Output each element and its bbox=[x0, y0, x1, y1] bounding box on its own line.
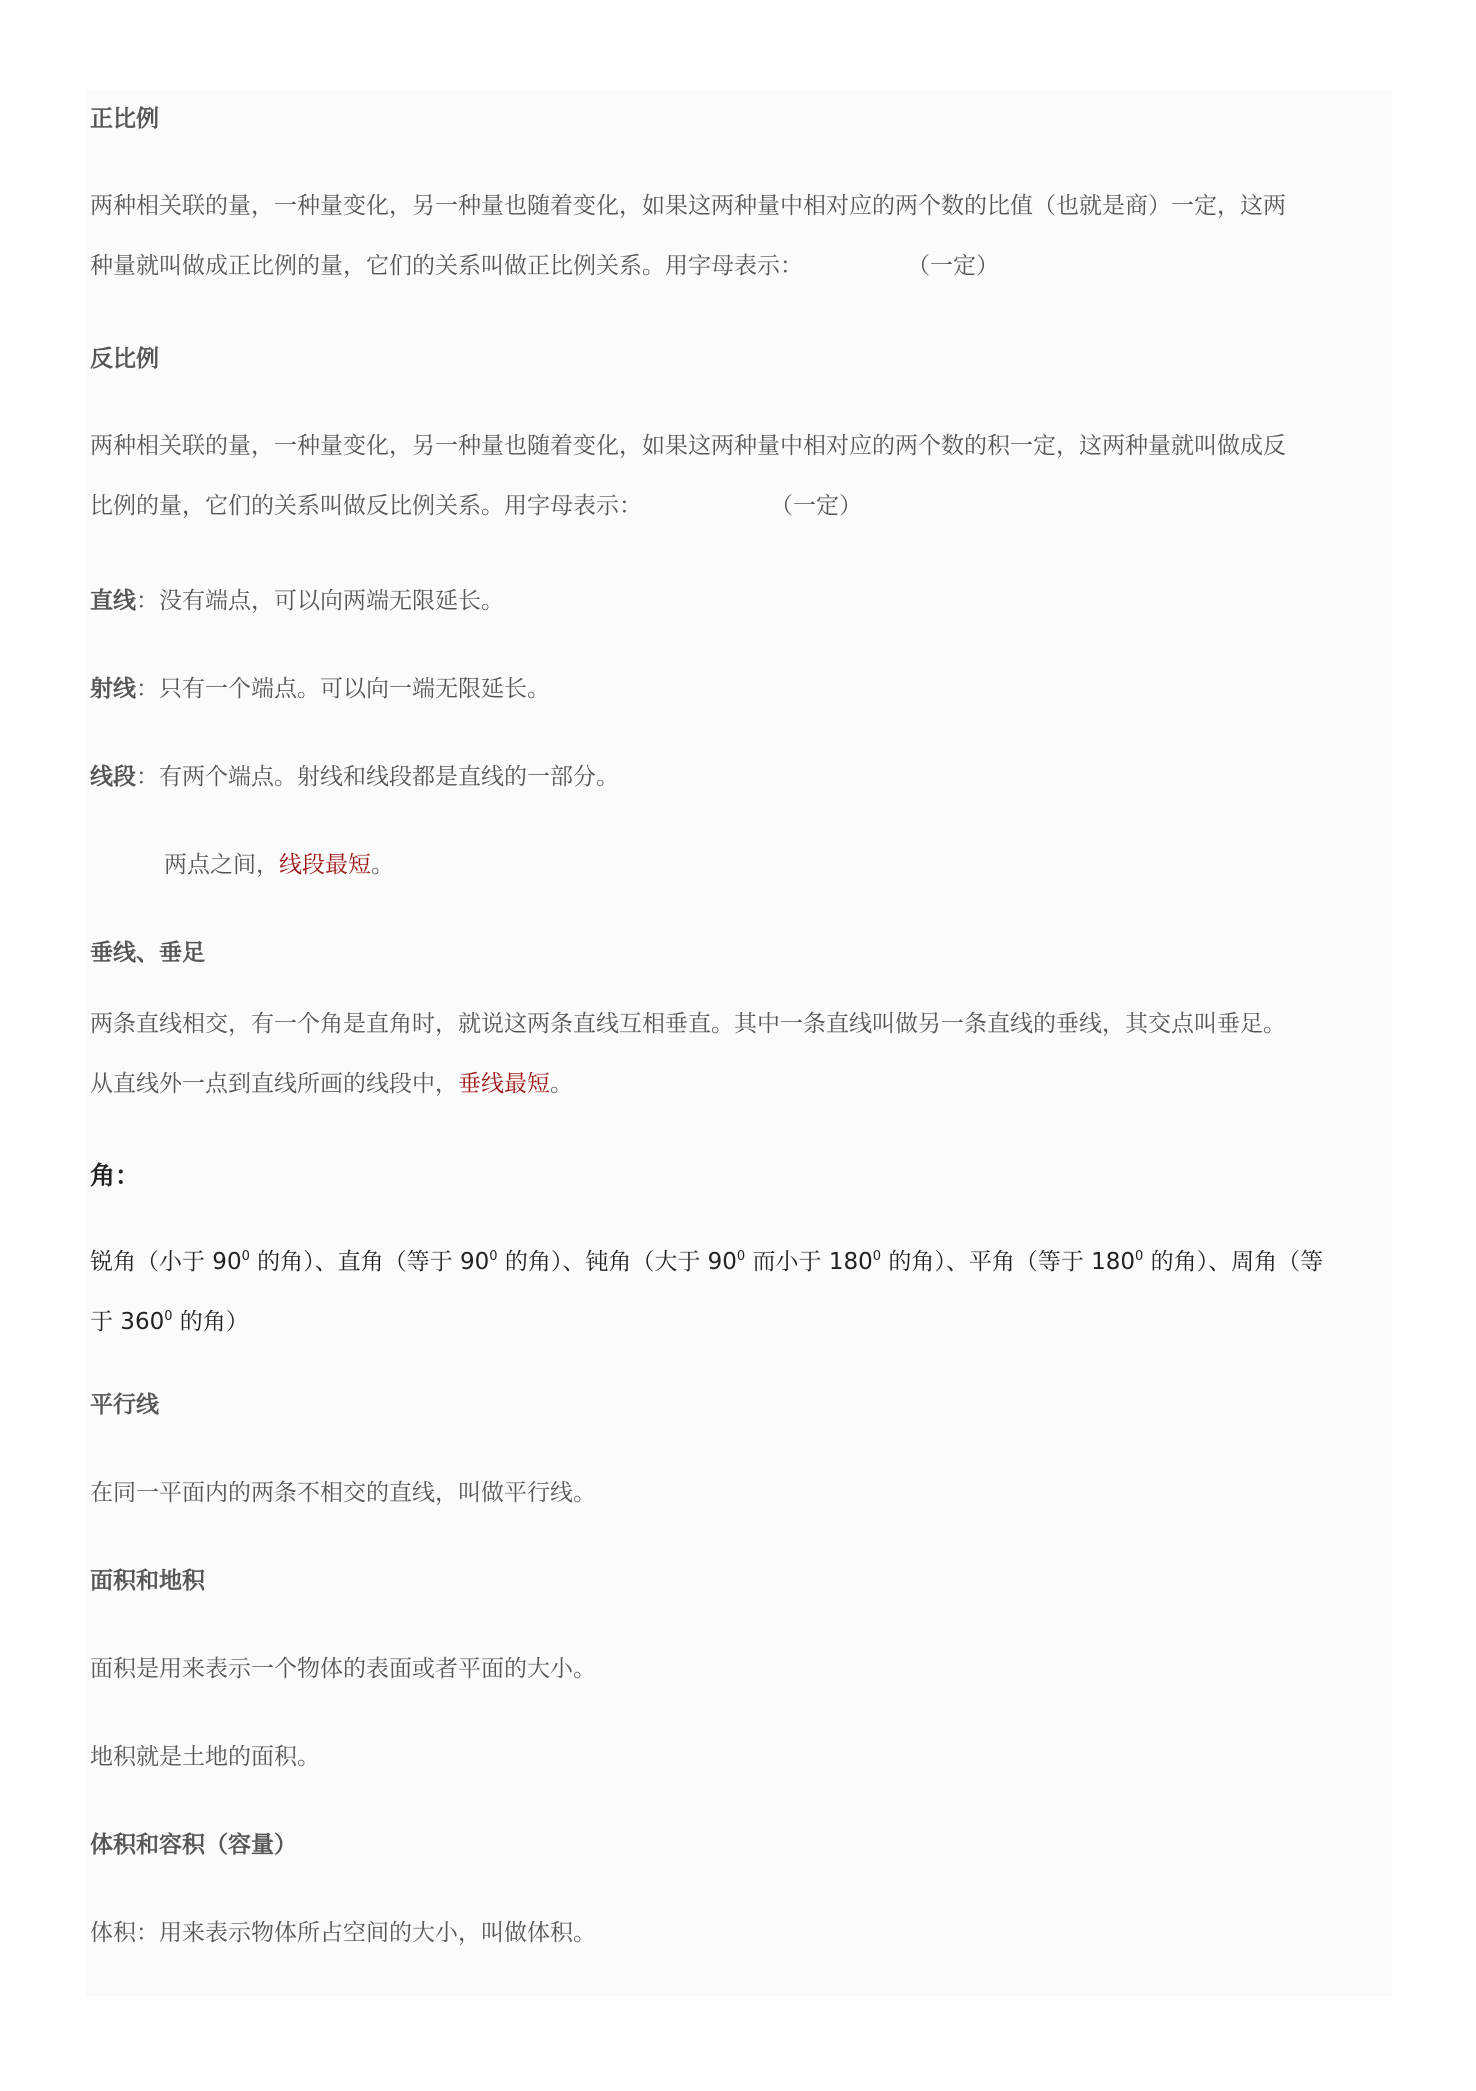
ray-text: ：只有一个端点。可以向一端无限延长。 bbox=[136, 676, 550, 702]
segment-note-highlight: 线段最短 bbox=[279, 852, 371, 878]
perpendicular-paragraph bbox=[90, 994, 1286, 1114]
inverse-proportion-line2: 比例的量，它们的关系叫做反比例关系。用字母表示： bbox=[90, 493, 642, 519]
inverse-proportion-line1: 两种相关联的量，一种量变化，另一种量也随着变化，如果这两种量中相对应的两个数的积一定，这两种量就叫做成反 bbox=[90, 433, 1286, 459]
perpendicular-line2: 从直线外一点到直线所画的线段中， bbox=[90, 1071, 458, 1097]
degree-sup: 0 bbox=[1135, 1249, 1144, 1264]
angle-line2 bbox=[90, 1292, 1323, 1352]
parallel-text: 在同一平面内的两条不相交的直线，叫做平行线。 bbox=[90, 1480, 596, 1506]
direct-proportion-line1: 两种相关联的量，一种量变化，另一种量也随着变化，如果这两种量中相对应的两个数的比值（也就是商）一定，这两 bbox=[90, 193, 1286, 219]
angle-acute: 锐角（小于 90 bbox=[90, 1249, 242, 1275]
line-text: ：没有端点，可以向两端无限延长。 bbox=[136, 588, 504, 614]
angle-obtuse-upper: 而小于 180 bbox=[745, 1249, 873, 1275]
heading-angle: 角： bbox=[90, 1161, 141, 1190]
segment-label: 线段 bbox=[90, 764, 136, 790]
segment-definition bbox=[90, 758, 619, 791]
direct-proportion-paragraph bbox=[90, 176, 1286, 296]
volume-text: 体积：用来表示物体所占空间的大小，叫做体积。 bbox=[90, 1920, 596, 1946]
angle-right: 的角）、直角（等于 90 bbox=[249, 1249, 490, 1275]
angle-full-cont: 于 360 bbox=[90, 1309, 165, 1335]
degree-sup: 0 bbox=[736, 1249, 746, 1264]
segment-note bbox=[164, 846, 394, 879]
area-text: 面积是用来表示一个物体的表面或者平面的大小。 bbox=[90, 1656, 596, 1682]
ray-definition bbox=[90, 670, 550, 703]
line-definition bbox=[90, 582, 504, 615]
degree-sup: 0 bbox=[489, 1249, 498, 1264]
angle-paragraph bbox=[90, 1232, 1323, 1352]
line-label: 直线 bbox=[90, 588, 136, 614]
angle-full-end: 的角） bbox=[172, 1309, 249, 1335]
perpendicular-highlight: 垂线最短 bbox=[458, 1071, 550, 1097]
inverse-proportion-line2-row bbox=[90, 476, 1286, 536]
angle-line1 bbox=[90, 1232, 1323, 1292]
perpendicular-line2-row bbox=[90, 1054, 1286, 1114]
segment-note-post: 。 bbox=[371, 852, 394, 878]
direct-proportion-paren: （一定） bbox=[907, 253, 999, 279]
angle-obtuse: 的角）、钝角（大于 90 bbox=[497, 1249, 737, 1275]
angle-straight: 的角）、平角（等于 180 bbox=[881, 1249, 1136, 1275]
direct-proportion-line2: 种量就叫做成正比例的量，它们的关系叫做正比例关系。用字母表示： bbox=[90, 253, 803, 279]
angle-full: 的角）、周角（等 bbox=[1143, 1249, 1324, 1275]
degree-sup: 0 bbox=[164, 1309, 173, 1324]
heading-perpendicular: 垂线、垂足 bbox=[90, 940, 205, 966]
degree-sup: 0 bbox=[241, 1249, 250, 1264]
segment-text: ：有两个端点。射线和线段都是直线的一部分。 bbox=[136, 764, 619, 790]
heading-inverse-proportion: 反比例 bbox=[90, 346, 159, 372]
perpendicular-line1: 两条直线相交，有一个角是直角时，就说这两条直线互相垂直。其中一条直线叫做另一条直线的垂线，其交点叫垂足。 bbox=[90, 1011, 1286, 1037]
inverse-proportion-paragraph bbox=[90, 416, 1286, 536]
heading-parallel: 平行线 bbox=[90, 1392, 159, 1418]
heading-volume: 体积和容积（容量） bbox=[90, 1832, 297, 1858]
heading-area: 面积和地积 bbox=[90, 1568, 205, 1594]
ray-label: 射线 bbox=[90, 676, 136, 702]
direct-proportion-line2-row bbox=[90, 236, 1286, 296]
inverse-proportion-paren: （一定） bbox=[770, 493, 862, 519]
perpendicular-line2-post: 。 bbox=[550, 1071, 573, 1097]
degree-sup: 0 bbox=[872, 1249, 882, 1264]
segment-note-pre: 两点之间， bbox=[164, 852, 279, 878]
heading-direct-proportion: 正比例 bbox=[90, 106, 159, 132]
land-area-text: 地积就是土地的面积。 bbox=[90, 1744, 320, 1770]
